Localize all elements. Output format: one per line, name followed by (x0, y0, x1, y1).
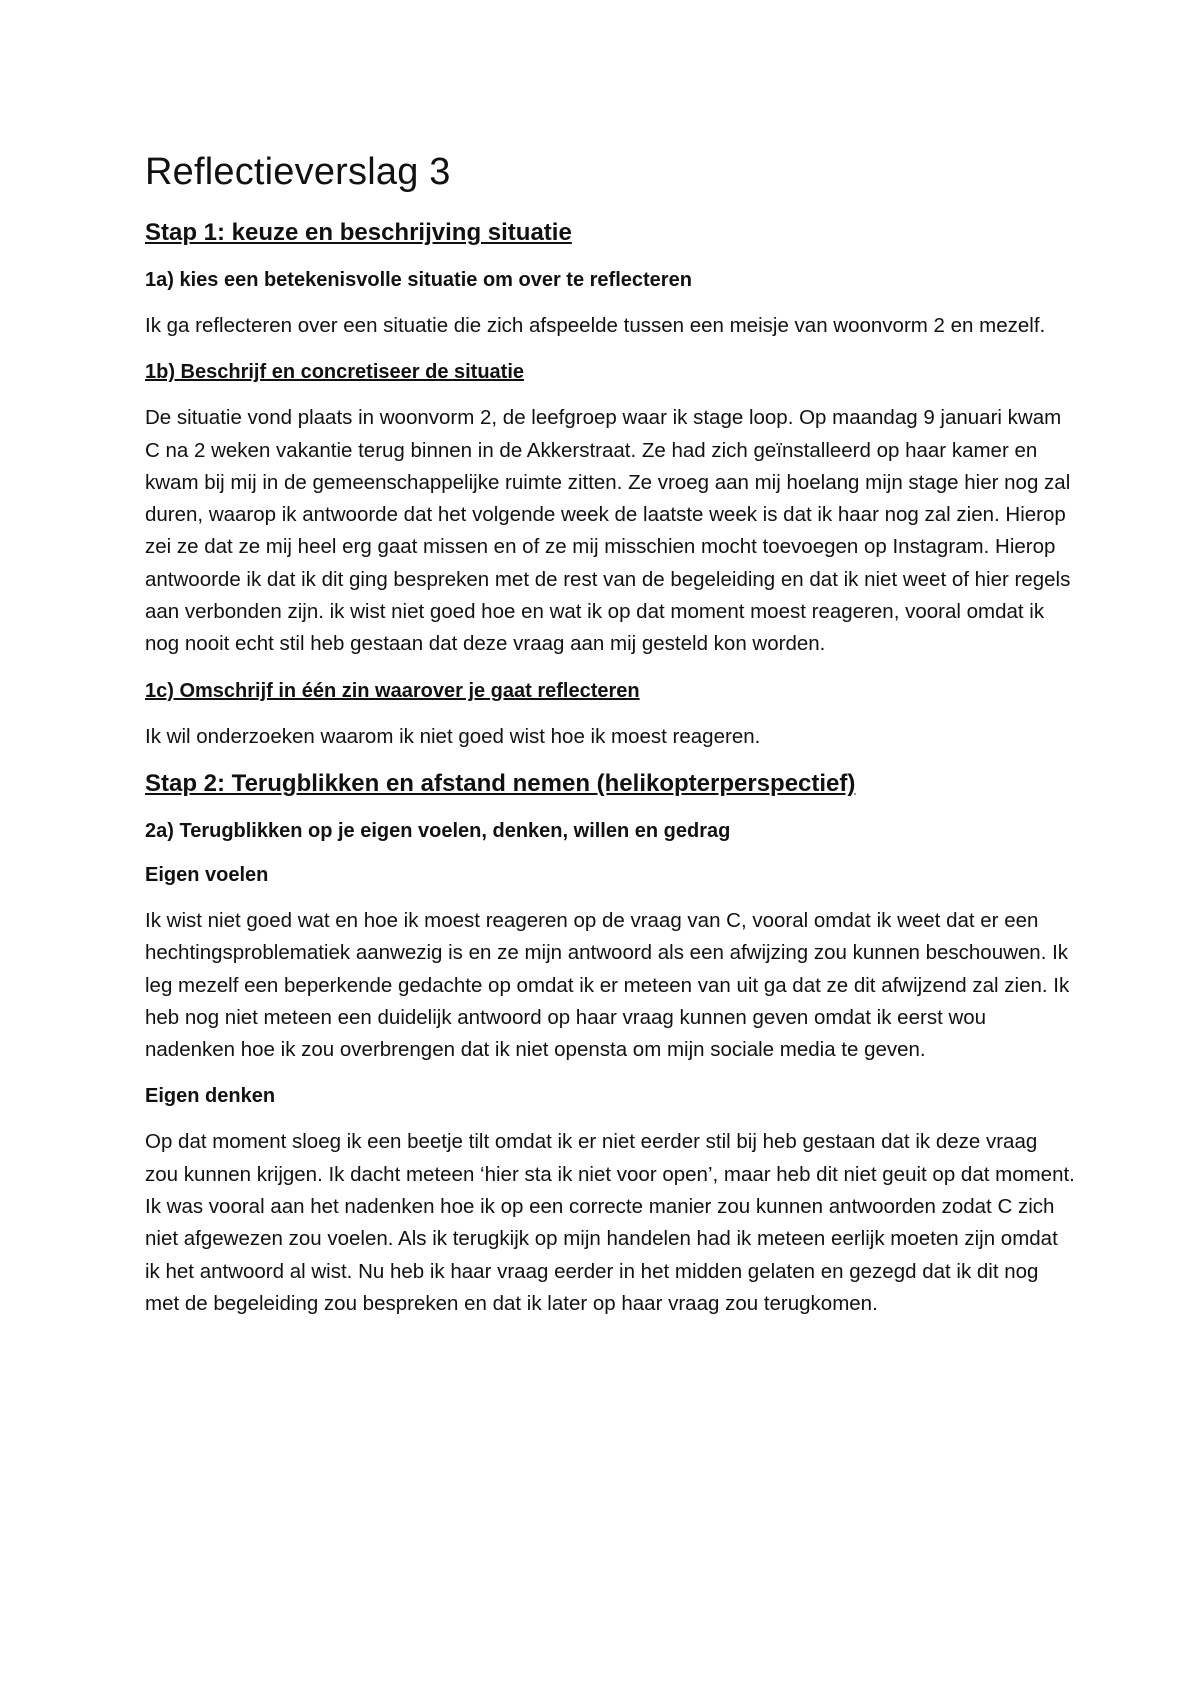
document-content (145, 148, 1075, 1336)
step2-heading: Stap 2: Terugblikken en afstand nemen (helikopterperspectief) (145, 769, 856, 797)
document-title: Reflectieverslag 3 (145, 151, 451, 193)
section-2a-heading: 2a) Terugblikken op je eigen voelen, denken, willen en gedrag (145, 819, 731, 842)
section-1c-heading: 1c) Omschrijf in één zin waarover je gaat reflecteren (145, 679, 640, 702)
step1-heading: Stap 1: keuze en beschrijving situatie (145, 219, 572, 246)
section-1a-text: Ik ga reflecteren over een situatie die zich afspeelde tussen een meisje van woonvorm 2 en mezelf. (145, 314, 1046, 337)
section-1b-text: De situatie vond plaats in woonvorm 2, de leefgroep waar ik stage loop. Op maandag 9 januari kwam C na 2 weken vakantie terug binnen in de Akkerstraat. Ze had zich geïnstalleerd op haar kamer en kwam bij mij in de gemeenschappelijke ruimte zitten. Ze vroeg aan mij hoelang mijn stage hier nog zal duren, waarop ik antwoorde dat het volgende week de laatste week is dat ik haar nog zal zien. Hierop zei ze dat ze mij heel erg gaat missen en of ze mij misschien mocht toevoegen op Instagram. Hierop antwoorde ik dat ik dit ging bespreken met de rest van de begeleiding en dat ik niet weet of hier regels aan verbonden zijn. ik wist niet goed hoe en wat ik op dat moment moest reageren, vooral omdat ik nog nooit echt stil heb gestaan dat deze vraag aan mij gesteld kon worden. (145, 406, 1071, 656)
section-1b-heading: 1b) Beschrijf en concretiseer de situatie (145, 361, 525, 384)
eigen-denken-heading: Eigen denken (145, 1085, 276, 1108)
section-1c-text: Ik wil onderzoeken waarom ik niet goed wist hoe ik moest reageren. (145, 724, 761, 748)
eigen-denken-text: Op dat moment sloeg ik een beetje tilt omdat ik er niet eerder stil bij heb gestaan dat ik deze vraag zou kunnen krijgen. Ik dacht meteen ‘hier sta ik niet voor open’, maar heb dit niet geuit op dat moment. Ik was vooral aan het nadenken hoe ik op een correcte manier zou kunnen antwoorden zodat C zich niet afgewezen zou voelen. Als ik terugkijk op mijn handelen had ik meteen eerlijk moeten zijn omdat ik het antwoord al wist. Nu heb ik haar vraag eerder in het midden gelaten en gezegd dat ik dit nog met de begeleiding zou bespreken en dat ik later op haar vraag zou terugkomen. (145, 1130, 1075, 1315)
section-1a-heading: 1a) kies een betekenisvolle situatie om over te reflecteren (145, 269, 692, 291)
eigen-voelen-heading: Eigen voelen (145, 863, 269, 886)
eigen-voelen-text: Ik wist niet goed wat en hoe ik moest reageren op de vraag van C, vooral omdat ik weet dat er een hechtingsproblematiek aanwezig is en ze mijn antwoord als een afwijzing zou kunnen beschouwen. Ik leg mezelf een beperkende gedachte op omdat ik er meteen van uit ga dat ze dit afwijzend zal zien. Ik heb nog niet meteen een duidelijk antwoord op haar vraag kunnen geven omdat ik eerst wou nadenken hoe ik zou overbrengen dat ik niet opensta om mijn sociale media te geven. (145, 908, 1070, 1062)
